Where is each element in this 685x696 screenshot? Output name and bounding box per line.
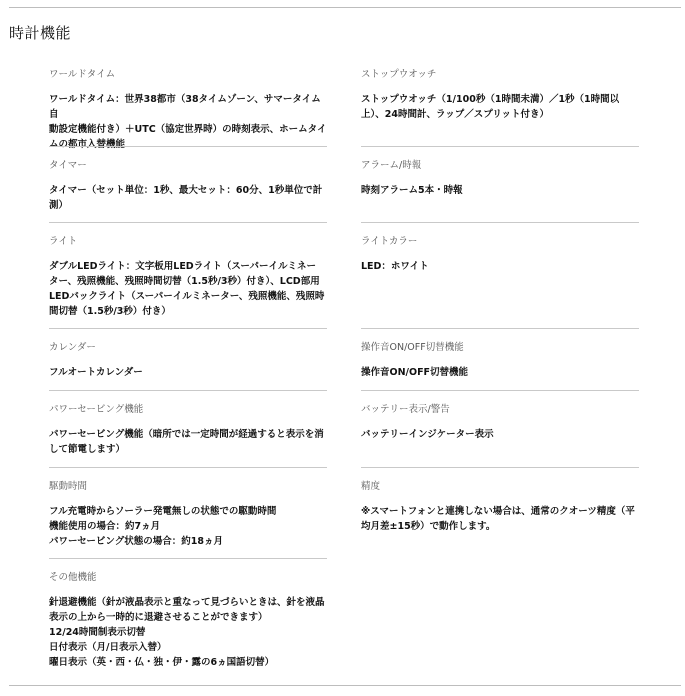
bottom-divider [9,685,681,686]
row-divider [49,222,327,223]
spec-value: 針退避機能（針が液晶表示と重なって見づらいときは、針を液晶 表示の上から一時的に退避させることができます） 12/24時間制表示切替 日付表示（月/日表示入替） 曜日表示（英・西・仏・独・伊・露の6ヵ国語切替） [49,597,325,668]
spec-value: フル充電時からソーラー発電無しの状態での駆動時間 機能使用の場合：約7ヵ月 パワーセービング状態の場合：約18ヵ月 [49,506,277,547]
spec-label: 操作音ON/OFF切替機能 [361,342,464,353]
spec-world-time [49,69,327,152]
spec-light [49,236,327,319]
row-divider [361,222,639,223]
spec-alarm [361,160,639,198]
spec-value: バッテリーインジケーター表示 [361,429,494,440]
spec-other-functions [49,572,327,670]
spec-value: ストップウオッチ（1/100秒（1時間未満）／1秒（1時間以 上）、24時間計、ラップ／スプリット付き） [361,94,620,120]
spec-label: ライト [49,236,78,247]
spec-label: ライトカラー [361,236,418,247]
row-divider [361,146,639,147]
spec-label: ワールドタイム [49,69,116,80]
spec-label: パワーセービング機能 [49,404,144,415]
row-divider [49,390,327,391]
spec-value: ※スマートフォンと連携しない場合は、通常のクオーツ精度（平 均月差±15秒）で動作します。 [361,506,635,532]
spec-value: 時刻アラーム5本・時報 [361,185,463,196]
spec-label: バッテリー表示/警告 [361,404,450,415]
spec-accuracy [361,481,639,534]
spec-operation-tone [361,342,639,380]
page-title: 時計機能 [9,24,72,42]
spec-label: ストップウオッチ [361,69,437,80]
spec-value: フルオートカレンダー [49,367,143,378]
row-divider [49,328,327,329]
spec-value: LED：ホワイト [361,261,429,272]
row-divider [361,390,639,391]
spec-stopwatch [361,69,639,122]
spec-value: タイマー（セット単位：1秒、最大セット：60分、1秒単位で計 測） [49,185,323,211]
row-divider [361,467,639,468]
spec-value: ワールドタイム：世界38都市（38タイムゾーン、サマータイム自 動設定機能付き）＋UTC（協定世界時）の時刻表示、ホームタイ ムの都市入替機能 [49,94,327,150]
spec-label: 精度 [361,481,381,492]
spec-value: ダブルLEDライト：文字板用LEDライト（スーパーイルミネー ター、残照機能、残照時間切替（1.5秒/3秒）付き）、LCD部用 LEDバックライト（スーパーイルミネーター、残照機能、残照時 間切替（1.5秒/3秒）付き） [49,261,325,317]
spec-label: タイマー [49,160,87,171]
spec-operating-time [49,481,327,549]
spec-label: 駆動時間 [49,481,88,492]
row-divider [49,146,327,147]
spec-value: パワーセービング機能（暗所では一定時間が経過すると表示を消 して節電します） [49,429,324,455]
spec-calendar [49,342,327,380]
row-divider [49,467,327,468]
spec-value: 操作音ON/OFF切替機能 [361,367,469,378]
spec-power-saving [49,404,327,457]
spec-light-color [361,236,639,274]
spec-battery [361,404,639,442]
spec-label: カレンダー [49,342,96,353]
row-divider [49,558,327,559]
spec-label: その他機能 [49,572,97,583]
row-divider [361,328,639,329]
top-divider [9,7,681,8]
spec-timer [49,160,327,213]
spec-label: アラーム/時報 [361,160,422,171]
